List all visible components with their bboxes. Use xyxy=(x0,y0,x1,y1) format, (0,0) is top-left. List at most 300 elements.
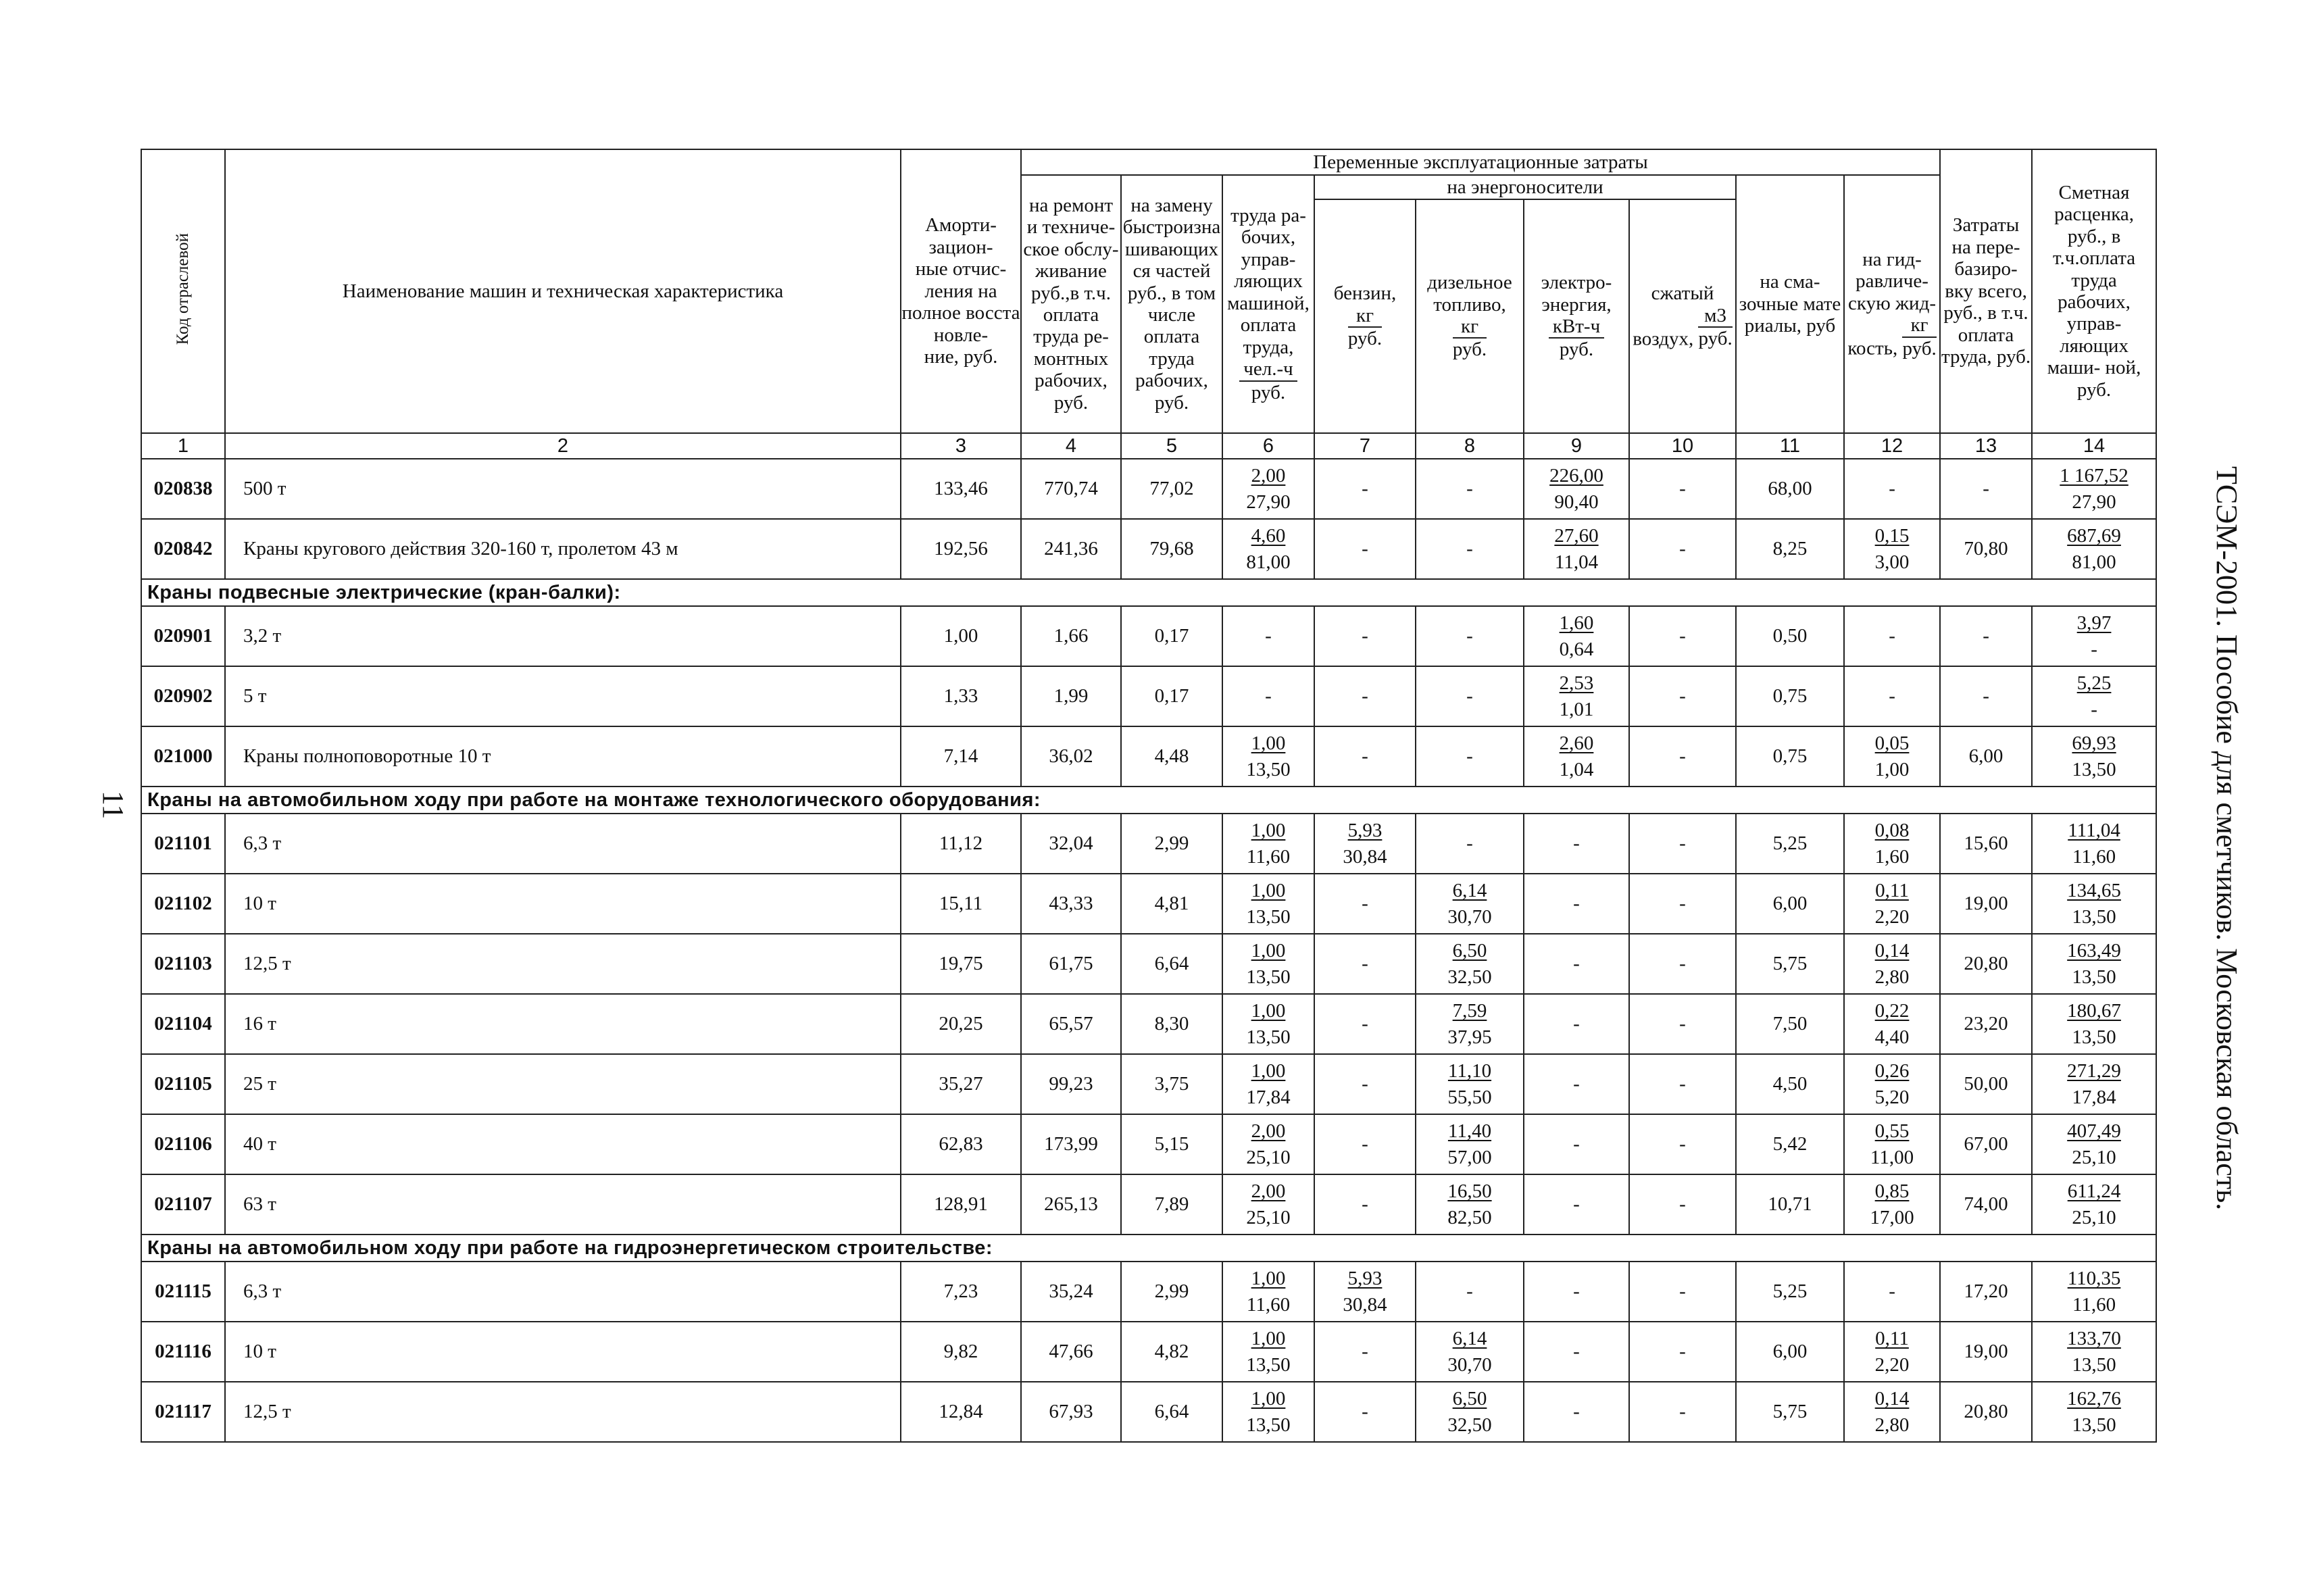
machine-code: 021101 xyxy=(141,814,225,874)
fraction-bottom: 2,80 xyxy=(1874,1414,1910,1436)
value-cell: 770,74 xyxy=(1021,459,1121,519)
fraction-bottom: 27,90 xyxy=(1246,491,1291,513)
value-cell: 36,02 xyxy=(1021,726,1121,787)
fraction-top: 0,22 xyxy=(1874,1000,1910,1022)
column-number: 3 xyxy=(901,433,1021,459)
fraction-top: 27,60 xyxy=(1554,525,1599,547)
column-number: 6 xyxy=(1222,433,1314,459)
value-cell: 1,00 xyxy=(901,606,1021,666)
value-cell: 173,99 xyxy=(1021,1114,1121,1174)
value-cell: 6,64 xyxy=(1121,1382,1222,1442)
fraction-cell xyxy=(1844,934,1940,994)
value-cell: - xyxy=(1222,606,1314,666)
machine-name: 3,2 т xyxy=(225,606,901,666)
column-number: 2 xyxy=(225,433,901,459)
machine-rates-table xyxy=(141,149,2157,1443)
machine-code: 020842 xyxy=(141,519,225,579)
fraction-top: 0,11 xyxy=(1875,1328,1909,1350)
value-cell: 8,30 xyxy=(1121,994,1222,1054)
value-cell: 5,42 xyxy=(1736,1114,1844,1174)
value-cell: 99,23 xyxy=(1021,1054,1121,1114)
fraction-cell xyxy=(2032,726,2156,787)
table-row xyxy=(141,519,2156,579)
value-cell: 19,75 xyxy=(901,934,1021,994)
fraction-top: 11,40 xyxy=(1447,1120,1492,1143)
value-cell: - xyxy=(1629,1262,1736,1322)
table-row xyxy=(141,1382,2156,1442)
fraction-bottom: 13,50 xyxy=(1246,758,1291,780)
fraction-top: 5,25 xyxy=(2076,672,2112,695)
fraction-cell xyxy=(1222,934,1314,994)
column-number: 10 xyxy=(1629,433,1736,459)
value-cell: 0,50 xyxy=(1736,606,1844,666)
fraction-top: 6,14 xyxy=(1452,1328,1487,1350)
machine-name: 25 т xyxy=(225,1054,901,1114)
value-cell: 7,23 xyxy=(901,1262,1021,1322)
value-cell: - xyxy=(1314,459,1416,519)
value-cell: - xyxy=(1416,519,1524,579)
value-cell: 128,91 xyxy=(901,1174,1021,1235)
value-cell: - xyxy=(1314,1322,1416,1382)
value-cell: 1,66 xyxy=(1021,606,1121,666)
column-number: 14 xyxy=(2032,433,2156,459)
fraction-top: 1,00 xyxy=(1251,880,1286,902)
fraction-bottom: 30,84 xyxy=(1343,845,1387,868)
value-cell: 10,71 xyxy=(1736,1174,1844,1235)
fraction-top: 407,49 xyxy=(2067,1120,2121,1143)
value-cell: 32,04 xyxy=(1021,814,1121,874)
fraction-top: 0,14 xyxy=(1874,1388,1910,1410)
value-cell: - xyxy=(1844,666,1940,726)
fraction-top: 271,29 xyxy=(2067,1060,2121,1082)
page-number: 11 xyxy=(97,791,130,820)
machine-code: 021102 xyxy=(141,874,225,934)
header-variable-costs: Переменные эксплуатационные затраты xyxy=(1021,149,1940,175)
value-cell: - xyxy=(1844,459,1940,519)
header-amortization xyxy=(901,149,1021,433)
fraction-top: 1,00 xyxy=(1251,1268,1286,1290)
fraction-cell xyxy=(1416,994,1524,1054)
value-cell: - xyxy=(1222,666,1314,726)
fraction-cell xyxy=(2032,994,2156,1054)
header-text: Затраты на пере- базиро- вку всего, руб., в т.ч. оплата труда, руб. xyxy=(1941,214,2031,368)
machine-name: 12,5 т xyxy=(225,1382,901,1442)
value-cell: 4,81 xyxy=(1121,874,1222,934)
fraction-top: 2,53 xyxy=(1559,672,1594,695)
fraction-top: 69,93 xyxy=(2072,732,2116,755)
fraction-cell xyxy=(1416,1114,1524,1174)
fraction-cell xyxy=(2032,1114,2156,1174)
value-cell: 50,00 xyxy=(1940,1054,2032,1114)
header-text: на сма- зочные мате риалы, руб xyxy=(1739,271,1841,337)
value-cell: 6,00 xyxy=(1736,874,1844,934)
fraction-bottom: 57,00 xyxy=(1447,1146,1492,1168)
fraction-top: 2,00 xyxy=(1251,465,1286,487)
table-row xyxy=(141,874,2156,934)
fraction-bottom: - xyxy=(2091,638,2097,660)
value-cell: - xyxy=(1629,1322,1736,1382)
machine-name: Краны полноповоротные 10 т xyxy=(225,726,901,787)
fraction-bottom: 55,50 xyxy=(1447,1086,1492,1108)
value-cell: - xyxy=(1416,606,1524,666)
value-cell: 11,12 xyxy=(901,814,1021,874)
fraction-bottom: 17,84 xyxy=(1246,1086,1291,1108)
fraction-top: 1 167,52 xyxy=(2060,465,2129,487)
table-row xyxy=(141,1114,2156,1174)
fraction-cell xyxy=(1844,1174,1940,1235)
fraction-cell xyxy=(1314,814,1416,874)
fraction-top: 1,00 xyxy=(1251,732,1286,755)
value-cell: 20,25 xyxy=(901,994,1021,1054)
value-cell: - xyxy=(1629,726,1736,787)
fraction-bottom: 32,50 xyxy=(1447,966,1492,988)
fraction-bottom: 1,01 xyxy=(1559,698,1594,720)
fraction-top: 0,11 xyxy=(1875,880,1909,902)
value-cell: - xyxy=(1416,459,1524,519)
value-cell: - xyxy=(1524,1054,1629,1114)
value-cell: 15,60 xyxy=(1940,814,2032,874)
machine-code: 021105 xyxy=(141,1054,225,1114)
fraction-bottom: 13,50 xyxy=(1246,905,1291,928)
fraction-top: 5,93 xyxy=(1347,820,1383,842)
fraction-cell xyxy=(1844,1114,1940,1174)
fraction-cell xyxy=(2032,519,2156,579)
value-cell: - xyxy=(1524,1262,1629,1322)
fraction-bottom: 82,50 xyxy=(1447,1206,1492,1228)
value-cell: 15,11 xyxy=(901,874,1021,934)
fraction-bottom: 5,20 xyxy=(1874,1086,1910,1108)
fraction-cell xyxy=(1844,726,1940,787)
section-row xyxy=(141,579,2156,606)
value-cell: 70,80 xyxy=(1940,519,2032,579)
machine-name: 16 т xyxy=(225,994,901,1054)
machine-code: 021104 xyxy=(141,994,225,1054)
header-text: электро- энергия, xyxy=(1541,272,1612,316)
fraction-cell xyxy=(2032,1322,2156,1382)
value-cell: 74,00 xyxy=(1940,1174,2032,1235)
machine-code: 020901 xyxy=(141,606,225,666)
fraction-cell xyxy=(1222,1382,1314,1442)
fraction-top: 0,85 xyxy=(1874,1180,1910,1203)
fraction-top: 6,14 xyxy=(1452,880,1487,902)
fraction-cell xyxy=(1844,1322,1940,1382)
header-code: Код отраслевой xyxy=(141,149,225,433)
fraction-cell xyxy=(2032,1054,2156,1114)
column-number: 11 xyxy=(1736,433,1844,459)
machine-code: 020838 xyxy=(141,459,225,519)
machine-code: 021000 xyxy=(141,726,225,787)
fraction-bottom: 25,10 xyxy=(1246,1206,1291,1228)
fraction-top: 1,00 xyxy=(1251,940,1286,962)
value-cell: - xyxy=(1524,934,1629,994)
header-text: бензин, xyxy=(1333,282,1397,305)
fraction-bottom: 3,00 xyxy=(1874,551,1910,573)
fraction-bottom: 1,00 xyxy=(1874,758,1910,780)
fraction-top: 1,00 xyxy=(1251,820,1286,842)
fraction-cell xyxy=(2032,1174,2156,1235)
fraction-bottom: 81,00 xyxy=(1246,551,1291,573)
fraction-cell xyxy=(2032,1262,2156,1322)
machine-name: 10 т xyxy=(225,874,901,934)
fraction-bottom: 25,10 xyxy=(1246,1146,1291,1168)
value-cell: 65,57 xyxy=(1021,994,1121,1054)
section-title: Краны подвесные электрические (кран-балки): xyxy=(141,579,2156,606)
header-diesel: дизельное топливо, кг руб. xyxy=(1416,199,1524,433)
column-number: 8 xyxy=(1416,433,1524,459)
value-cell: 7,14 xyxy=(901,726,1021,787)
value-cell: 265,13 xyxy=(1021,1174,1121,1235)
value-cell: 67,93 xyxy=(1021,1382,1121,1442)
value-cell: 7,50 xyxy=(1736,994,1844,1054)
fraction-bottom: 2,20 xyxy=(1874,905,1910,928)
table-row xyxy=(141,606,2156,666)
fraction-cell xyxy=(2032,606,2156,666)
fraction-bottom: 30,84 xyxy=(1343,1293,1387,1316)
fraction-cell xyxy=(1844,519,1940,579)
machine-code: 020902 xyxy=(141,666,225,726)
value-cell: - xyxy=(1314,519,1416,579)
fraction-bottom: 13,50 xyxy=(2072,905,2116,928)
fraction-bottom: 13,50 xyxy=(2072,1353,2116,1376)
header-name: Наименование машин и техническая характеристика xyxy=(225,149,901,433)
fraction-top: 11,10 xyxy=(1447,1060,1492,1082)
fraction-bottom: 32,50 xyxy=(1447,1414,1492,1436)
value-cell: 7,89 xyxy=(1121,1174,1222,1235)
column-number: 7 xyxy=(1314,433,1416,459)
value-cell: 61,75 xyxy=(1021,934,1121,994)
fraction-cell xyxy=(1524,606,1629,666)
value-cell: - xyxy=(1629,1174,1736,1235)
header-rate xyxy=(2032,149,2156,433)
value-cell: 20,80 xyxy=(1940,934,2032,994)
value-cell: 19,00 xyxy=(1940,874,2032,934)
header-text: Аморти- зацион- ные отчис- ления на полное восста новле- ние, руб. xyxy=(901,214,1020,368)
fraction-top: 6,50 xyxy=(1452,940,1487,962)
machine-code: 021103 xyxy=(141,934,225,994)
value-cell: 20,80 xyxy=(1940,1382,2032,1442)
fraction-cell xyxy=(1416,1054,1524,1114)
fraction-top: 134,65 xyxy=(2067,880,2121,902)
value-cell: - xyxy=(1314,1114,1416,1174)
value-cell: - xyxy=(1314,874,1416,934)
value-cell: - xyxy=(1314,934,1416,994)
column-number: 5 xyxy=(1121,433,1222,459)
table-row xyxy=(141,1054,2156,1114)
fraction-bottom: 90,40 xyxy=(1554,491,1599,513)
fraction-cell xyxy=(1524,666,1629,726)
fraction-cell xyxy=(1222,459,1314,519)
value-cell: - xyxy=(1629,606,1736,666)
value-cell: 47,66 xyxy=(1021,1322,1121,1382)
fraction-top: 3,97 xyxy=(2076,612,2112,634)
fraction-bottom: 13,50 xyxy=(2072,1026,2116,1048)
value-cell: - xyxy=(1629,519,1736,579)
header-text: дизельное топливо, xyxy=(1427,272,1512,316)
value-cell: 23,20 xyxy=(1940,994,2032,1054)
value-cell: 6,00 xyxy=(1736,1322,1844,1382)
fraction-top: 611,24 xyxy=(2067,1180,2121,1203)
value-cell: 1,33 xyxy=(901,666,1021,726)
fraction-cell xyxy=(1524,519,1629,579)
section-title: Краны на автомобильном ходу при работе на гидроэнергетическом строительстве: xyxy=(141,1235,2156,1262)
value-cell: 9,82 xyxy=(901,1322,1021,1382)
fraction-top: 111,04 xyxy=(2068,820,2120,842)
value-cell: 35,24 xyxy=(1021,1262,1121,1322)
fraction-top: 163,49 xyxy=(2067,940,2121,962)
column-number: 13 xyxy=(1940,433,2032,459)
fraction-bottom: 37,95 xyxy=(1447,1026,1492,1048)
fraction-cell xyxy=(2032,874,2156,934)
value-cell: 0,75 xyxy=(1736,726,1844,787)
value-cell: - xyxy=(1524,1322,1629,1382)
machine-name: 6,3 т xyxy=(225,814,901,874)
table-row xyxy=(141,814,2156,874)
column-number: 1 xyxy=(141,433,225,459)
fraction-cell xyxy=(1416,1382,1524,1442)
fraction-cell xyxy=(1844,1382,1940,1442)
fraction-bottom: 27,90 xyxy=(2072,491,2116,513)
header-energy: на энергоносители xyxy=(1314,175,1736,199)
header-repair xyxy=(1021,175,1121,433)
fraction-top: 1,00 xyxy=(1251,1060,1286,1082)
fraction-bottom: 25,10 xyxy=(2072,1146,2116,1168)
fraction-cell xyxy=(1222,1322,1314,1382)
table-row xyxy=(141,1322,2156,1382)
fraction-top: 133,70 xyxy=(2067,1328,2121,1350)
value-cell: 4,82 xyxy=(1121,1322,1222,1382)
machine-code: 021115 xyxy=(141,1262,225,1322)
fraction-top: 0,14 xyxy=(1874,940,1910,962)
fraction-top: 2,60 xyxy=(1559,732,1594,755)
fraction-top: 0,26 xyxy=(1874,1060,1910,1082)
fraction-cell xyxy=(2032,934,2156,994)
table-row xyxy=(141,1174,2156,1235)
table-row xyxy=(141,459,2156,519)
value-cell: 192,56 xyxy=(901,519,1021,579)
fraction-cell xyxy=(1416,874,1524,934)
header-gasoline: бензин, кг руб. xyxy=(1314,199,1416,433)
machine-name: 500 т xyxy=(225,459,901,519)
value-cell: - xyxy=(1314,1054,1416,1114)
fraction-cell xyxy=(1222,519,1314,579)
fraction-bottom: 13,50 xyxy=(1246,1414,1291,1436)
value-cell: - xyxy=(1629,874,1736,934)
value-cell: - xyxy=(1629,1054,1736,1114)
fraction-cell xyxy=(1222,874,1314,934)
value-cell: - xyxy=(1940,606,2032,666)
fraction-bottom: 11,04 xyxy=(1554,551,1599,573)
table-row xyxy=(141,666,2156,726)
fraction-top: 1,00 xyxy=(1251,1388,1286,1410)
fraction-top: 687,69 xyxy=(2067,525,2121,547)
fraction-bottom: - xyxy=(2091,698,2097,720)
value-cell: 5,25 xyxy=(1736,814,1844,874)
fraction-top: 0,05 xyxy=(1874,732,1910,755)
header-compressed-air: сжатый воздух, м3 руб. xyxy=(1629,199,1736,433)
fraction-cell xyxy=(1524,726,1629,787)
header-relocation xyxy=(1940,149,2032,433)
header-text: сжатый воздух, xyxy=(1633,282,1714,350)
machine-code: 021106 xyxy=(141,1114,225,1174)
fraction-cell xyxy=(2032,1382,2156,1442)
machine-name: 12,5 т xyxy=(225,934,901,994)
fraction-bottom: 0,64 xyxy=(1559,638,1594,660)
machine-name: 5 т xyxy=(225,666,901,726)
value-cell: - xyxy=(1416,726,1524,787)
value-cell: - xyxy=(1629,666,1736,726)
header-hydraulic: на гид- равличе- скую жид- кость, кг руб. xyxy=(1844,175,1940,433)
table-row xyxy=(141,994,2156,1054)
value-cell: - xyxy=(1314,726,1416,787)
fraction-top: 2,00 xyxy=(1251,1180,1286,1203)
value-cell: - xyxy=(1524,1382,1629,1442)
value-cell: - xyxy=(1629,814,1736,874)
fraction-cell xyxy=(1222,1174,1314,1235)
value-cell: 0,17 xyxy=(1121,606,1222,666)
value-cell: 133,46 xyxy=(901,459,1021,519)
fraction-bottom: 11,00 xyxy=(1870,1146,1914,1168)
value-cell: - xyxy=(1524,814,1629,874)
fraction-cell xyxy=(1222,1262,1314,1322)
machine-name: 40 т xyxy=(225,1114,901,1174)
fraction-bottom: 2,80 xyxy=(1874,966,1910,988)
fraction-bottom: 4,40 xyxy=(1874,1026,1910,1048)
value-cell: - xyxy=(1629,1114,1736,1174)
fraction-cell xyxy=(1844,994,1940,1054)
fraction-top: 7,59 xyxy=(1452,1000,1487,1022)
fraction-cell xyxy=(1222,1114,1314,1174)
fraction-bottom: 30,70 xyxy=(1447,905,1492,928)
fraction-bottom: 25,10 xyxy=(2072,1206,2116,1228)
fraction-top: 0,55 xyxy=(1874,1120,1910,1143)
fraction-top: 180,67 xyxy=(2067,1000,2121,1022)
value-cell: 79,68 xyxy=(1121,519,1222,579)
value-cell: 6,64 xyxy=(1121,934,1222,994)
table-row xyxy=(141,726,2156,787)
value-cell: 19,00 xyxy=(1940,1322,2032,1382)
fraction-bottom: 1,04 xyxy=(1559,758,1594,780)
section-title: Краны на автомобильном ходу при работе на монтаже технологического оборудования: xyxy=(141,787,2156,814)
machine-code: 021107 xyxy=(141,1174,225,1235)
fraction-top: 1,00 xyxy=(1251,1000,1286,1022)
value-cell: - xyxy=(1416,1262,1524,1322)
value-cell: - xyxy=(1314,1382,1416,1442)
value-cell: - xyxy=(1314,606,1416,666)
fraction-cell xyxy=(1416,1174,1524,1235)
machine-name: 63 т xyxy=(225,1174,901,1235)
machine-code: 021117 xyxy=(141,1382,225,1442)
fraction-top: 162,76 xyxy=(2067,1388,2121,1410)
value-cell: - xyxy=(1940,666,2032,726)
fraction-cell xyxy=(1844,1054,1940,1114)
value-cell: 2,99 xyxy=(1121,814,1222,874)
fraction-top: 16,50 xyxy=(1447,1180,1492,1203)
value-cell: - xyxy=(1524,874,1629,934)
header-text: на гид- равличе- скую жид- кость, xyxy=(1847,248,1936,359)
fraction-bottom: 13,50 xyxy=(2072,1414,2116,1436)
value-cell: - xyxy=(1940,459,2032,519)
value-cell: 0,17 xyxy=(1121,666,1222,726)
fraction-cell xyxy=(2032,666,2156,726)
value-cell: - xyxy=(1629,459,1736,519)
fraction-bottom: 2,20 xyxy=(1874,1353,1910,1376)
header-labor: труда ра- бочих, управ- ляющих машиной, оплата труда, чел.-ч руб. xyxy=(1222,175,1314,433)
column-number: 9 xyxy=(1524,433,1629,459)
value-cell: - xyxy=(1629,1382,1736,1442)
value-cell: 43,33 xyxy=(1021,874,1121,934)
fraction-cell xyxy=(1222,726,1314,787)
fraction-top: 1,00 xyxy=(1251,1328,1286,1350)
